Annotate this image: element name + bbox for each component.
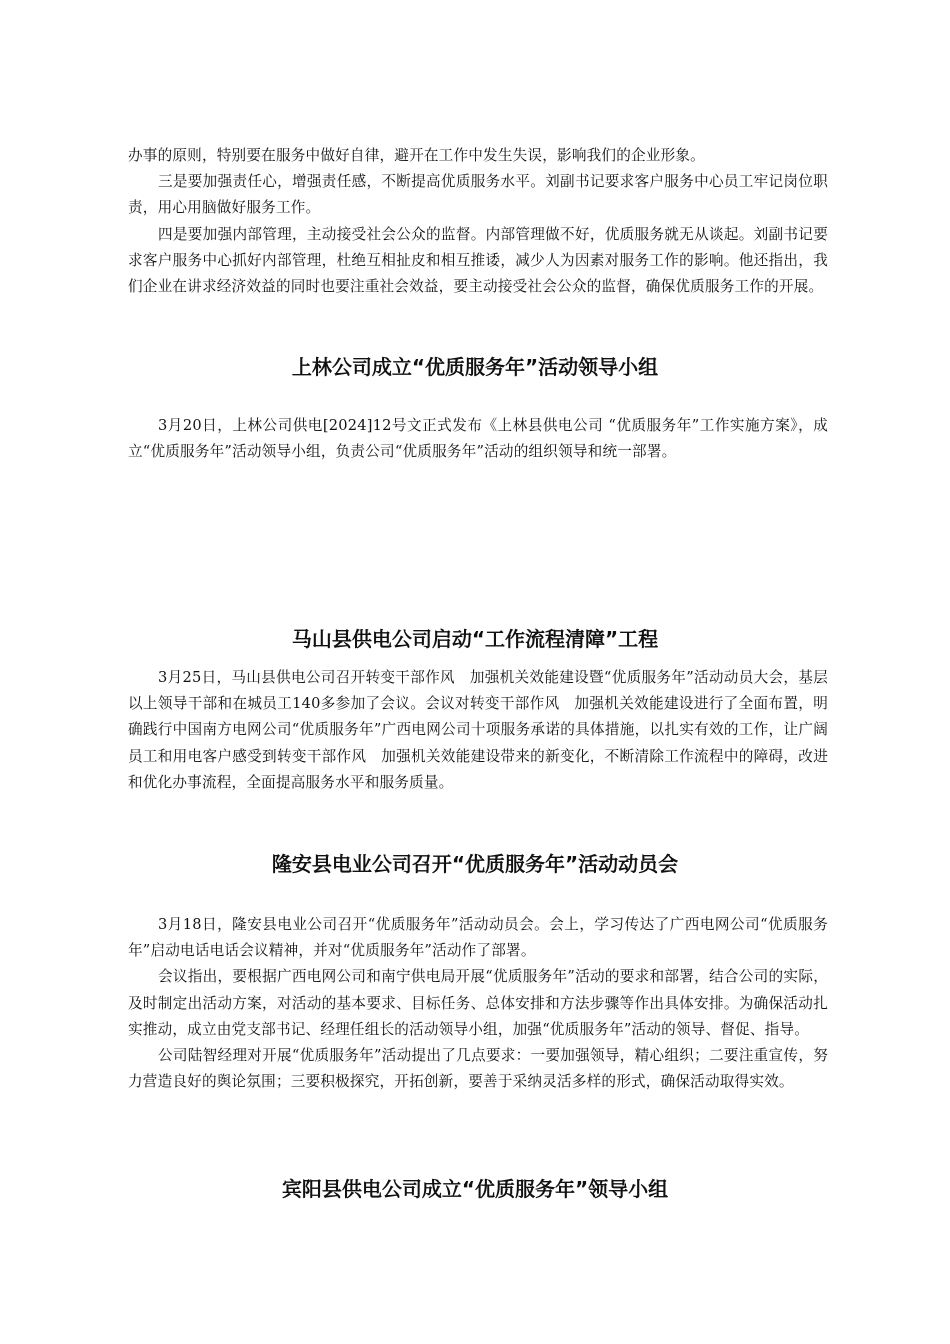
section-title: 马山县供电公司启动“工作流程清障”工程 [291,627,659,651]
section-title: 宾阳县供电公司成立“优质服务年”领导小组 [281,1177,669,1201]
paragraph: 三是要加强责任心，增强责任感，不断提高优质服务水平。刘副书记要求客户服务中心员工牢记岗位职责，用心用脑做好服务工作。 [128,173,828,217]
paragraph: 会议指出，要根据广西电网公司和南宁供电局开展“优质服务年”活动的要求和部署，结合公司的实际，及时制定出活动方案，对活动的基本要求、目标任务、总体安排和方法步骤等作出具体安排。为确保活动扎实推动，成立由党支部书记、经理任组长的活动领导小组，加强“优质服务年”活动的领导、督促、指导。 [128,968,828,1038]
section-title: 上林公司成立“优质服务年”活动领导小组 [291,355,659,379]
paragraph: 3月20日，上林公司供电[2024]12号文正式发布《上林县供电公司 “优质服务年”工作实施方案》，成立“优质服务年”活动领导小组，负责公司“优质服务年”活动的组织领导和统一部署。 [128,417,828,461]
paragraph: 办事的原则，特别要在服务中做好自律，避开在工作中发生失误，影响我们的企业形象。 [128,147,705,164]
paragraph: 3月18日，隆安县电业公司召开“优质服务年”活动动员会。会上，学习传达了广西电网公司“优质服务年”启动电话电话会议精神，并对“优质服务年”活动作了部署。 [128,916,828,960]
paragraph: 3月25日，马山县供电公司召开转变干部作风 加强机关效能建设暨“优质服务年”活动动员大会，基层以上领导干部和在城员工140多参加了会议。会议对转变干部作风 加强机关效能建设进行了全面布置，明确践行中国南方电网公司“优质服务年”广西电网公司十项服务承诺的具体措施，以扎实有效的工作，让广阔员工和用电客户感受到转变干部作风 加强机关效能建设带来的新变化，不断清除工作流程中的障碍，改进和优化办事流程，全面提高服务水平和服务质量。 [128,669,828,791]
paragraph: 四是要加强内部管理，主动接受社会公众的监督。内部管理做不好，优质服务就无从谈起。刘副书记要求客户服务中心抓好内部管理，杜绝互相扯皮和相互推诿，减少人为因素对服务工作的影响。他还指出，我们企业在讲求经济效益的同时也要注重社会效益，要主动接受社会公众的监督，确保优质服务工作的开展。 [128,225,828,296]
section-title: 隆安县电业公司召开“优质服务年”活动动员会 [271,852,679,876]
paragraph: 公司陆智经理对开展“优质服务年”活动提出了几点要求：一要加强领导，精心组织；二要注重宣传，努力营造良好的舆论氛围；三要积极探究，开拓创新，要善于采纳灵活多样的形式，确保活动取得实效。 [128,1047,828,1091]
section-body [128,665,828,796]
intro-text [128,143,828,300]
section-body [128,912,828,1095]
section-body [128,413,828,465]
